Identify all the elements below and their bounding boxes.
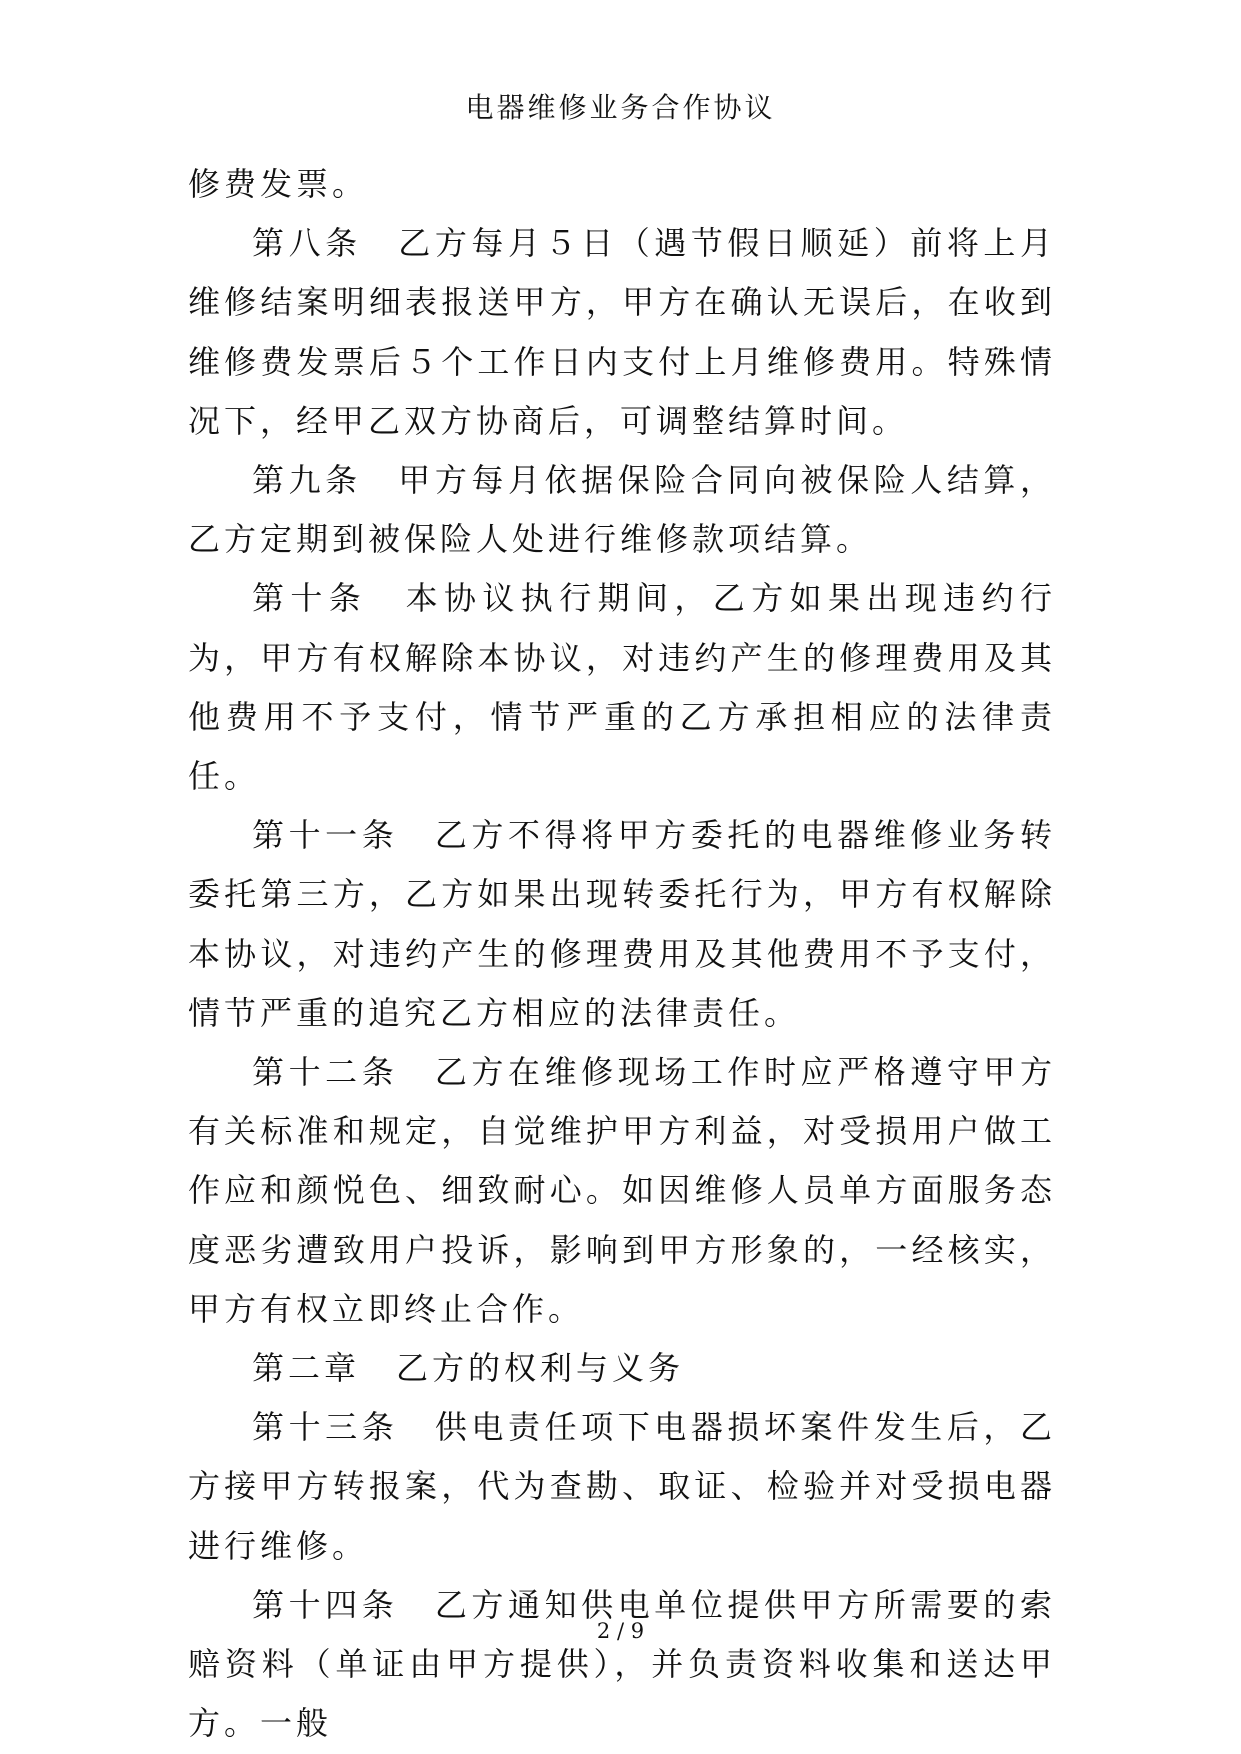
- document-header-title: 电器维修业务合作协议: [465, 91, 776, 124]
- paragraph-article-10: 第十条 本协议执行期间，乙方如果出现违约行为，甲方有权解除本协议，对违约产生的修理费用及其他费用不予支付，情节严重的乙方承担相应的法律责任。: [188, 579, 1056, 796]
- paragraph-article-12: 第十二条 乙方在维修现场工作时应严格遵守甲方有关标准和规定，自觉维护甲方利益，对受损用户做工作应和颜悦色、细致耐心。如因维修人员单方面服务态度恶劣遭致用户投诉，影响到甲方形象的，一经核实，甲方有权立即终止合作。: [188, 1053, 1056, 1328]
- document-body: [188, 155, 1056, 1753]
- paragraph-article-9: 第九条 甲方每月依据保险合同向被保险人结算，乙方定期到被保险人处进行维修款项结算。: [188, 461, 1056, 559]
- paragraph-article-13: 第十三条 供电责任项下电器损坏案件发生后，乙方接甲方转报案，代为查勘、取证、检验并对受损电器进行维修。: [188, 1408, 1056, 1565]
- page-number: 2 / 9: [596, 1619, 645, 1643]
- paragraph-article-8: 第八条 乙方每月５日（遇节假日顺延）前将上月维修结案明细表报送甲方，甲方在确认无误后，在收到维修费发票后５个工作日内支付上月维修费用。特殊情况下，经甲乙双方协商后，可调整结算时间。: [188, 224, 1056, 440]
- paragraph-continuation: 修费发票。: [188, 165, 369, 203]
- paragraph-article-11: 第十一条 乙方不得将甲方委托的电器维修业务转委托第三方，乙方如果出现转委托行为，甲方有权解除本协议，对违约产生的修理费用及其他费用不予支付，情节严重的追究乙方相应的法律责任。: [188, 816, 1056, 1032]
- paragraph-article-14: 第十四条 乙方通知供电单位提供甲方所需要的索赔资料（单证由甲方提供），并负责资料收集和送达甲方。一般: [188, 1585, 1056, 1743]
- chapter-heading: 第二章 乙方的权利与义务: [252, 1349, 685, 1388]
